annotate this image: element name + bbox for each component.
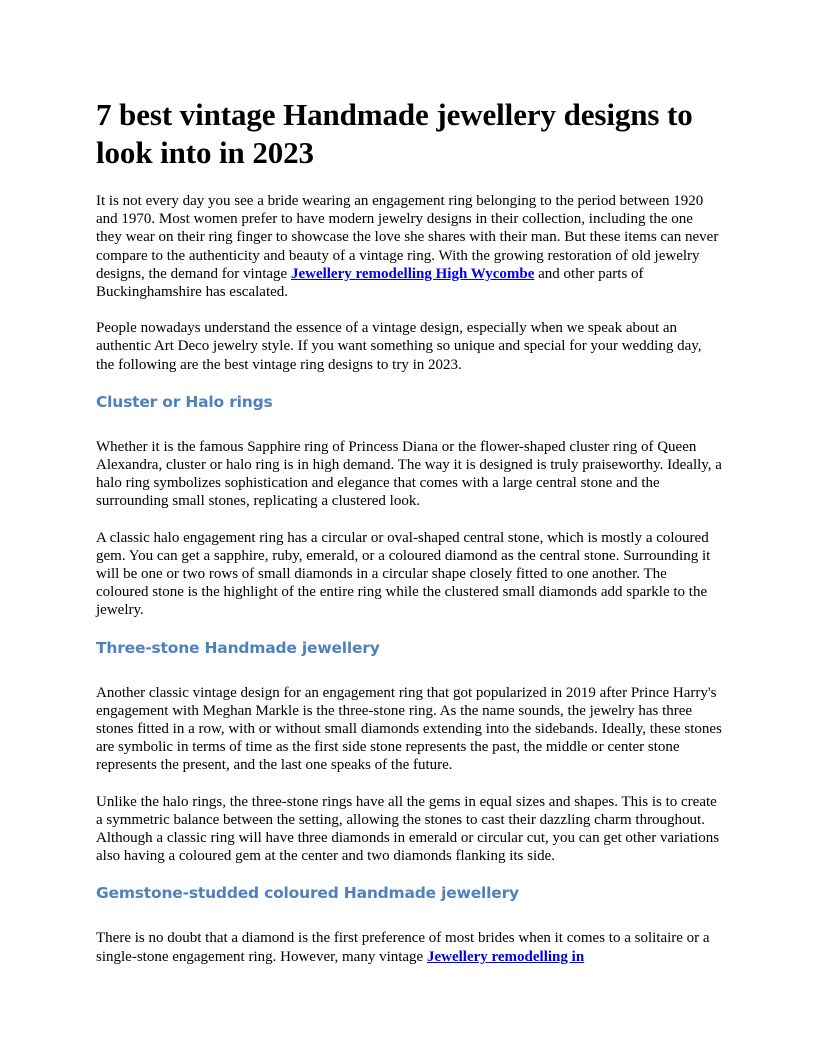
- intro-paragraph-2: People nowadays understand the essence of a vintage design, especially when we speak about an authentic Art Deco jewelry style. If you want something so unique and special for your wedding day, the following are the best vintage ring designs to try in 2023.: [96, 320, 702, 373]
- section-heading-cluster-halo: Cluster or Halo rings: [96, 392, 273, 411]
- section-heading-gemstone-studded: Gemstone-studded coloured Handmade jewellery: [96, 884, 519, 903]
- section-heading-three-stone: Three-stone Handmade jewellery: [96, 638, 380, 657]
- section-paragraph: Whether it is the famous Sapphire ring of Princess Diana or the flower-shaped cluster ring of Queen Alexandra, cluster or halo ring is in high demand. The way it is designed is truly praiseworthy. Ideally, a halo ring symbolizes sophistication and elegance that comes with a large central stone and the surrounding small stones, replicating a clustered look.: [96, 438, 722, 510]
- section-text: There is no doubt that a diamond is the first preference of most brides when it comes to a solitaire or a single-stone engagement ring. However, many vintage: [96, 930, 710, 965]
- intro-paragraph: [96, 192, 722, 301]
- jewellery-remodelling-in-link[interactable]: Jewellery remodelling in: [426, 948, 585, 965]
- intro-text: It is not every day you see a bride wearing an engagement ring belonging to the period between 1920 and 1970. Most women prefer to have modern jewelry designs in their collection, including the one they wear on their ring finger to showcase the love she shares with their man. But these items can never compare to the authenticity and beauty of a vintage ring. With the growing restoration of old jewelry designs, the demand for vintage: [96, 193, 719, 282]
- section-paragraph: Unlike the halo rings, the three-stone rings have all the gems in equal sizes and shapes. This is to create a symmetric balance between the setting, allowing the stones to cast their dazzling charm throughout. Although a classic ring will have three diamonds in emerald or circular cut, you can get other variations also having a coloured gem at the center and two diamonds flanking its side.: [96, 793, 720, 865]
- jewellery-remodelling-high-wycombe-link[interactable]: Jewellery remodelling High Wycombe: [290, 265, 535, 282]
- document-page: [96, 96, 722, 984]
- section-paragraph: [96, 929, 722, 965]
- section-paragraph: A classic halo engagement ring has a circular or oval-shaped central stone, which is mostly a coloured gem. You can get a sapphire, ruby, emerald, or a coloured diamond as the central stone. Surrounding it will be one or two rows of small diamonds in a circular shape closely fitted to one another. The coloured stone is the highlight of the entire ring while the clustered small diamonds add sparkle to the jewelry.: [96, 529, 711, 619]
- section-paragraph: Another classic vintage design for an engagement ring that got popularized in 2019 after Prince Harry's engagement with Meghan Markle is the three-stone ring. As the name sounds, the jewelry has three stones fitted in a row, with or without small diamonds extending into the sidebands. Ideally, these stones are symbolic in terms of time as the first side stone represents the past, the middle or center stone represents the present, and the last one speaks of the future.: [96, 684, 722, 774]
- intro-text-end: and other parts of Buckinghamshire has escalated.: [96, 265, 644, 301]
- article-title: 7 best vintage Handmade jewellery designs to look into in 2023: [96, 97, 693, 170]
